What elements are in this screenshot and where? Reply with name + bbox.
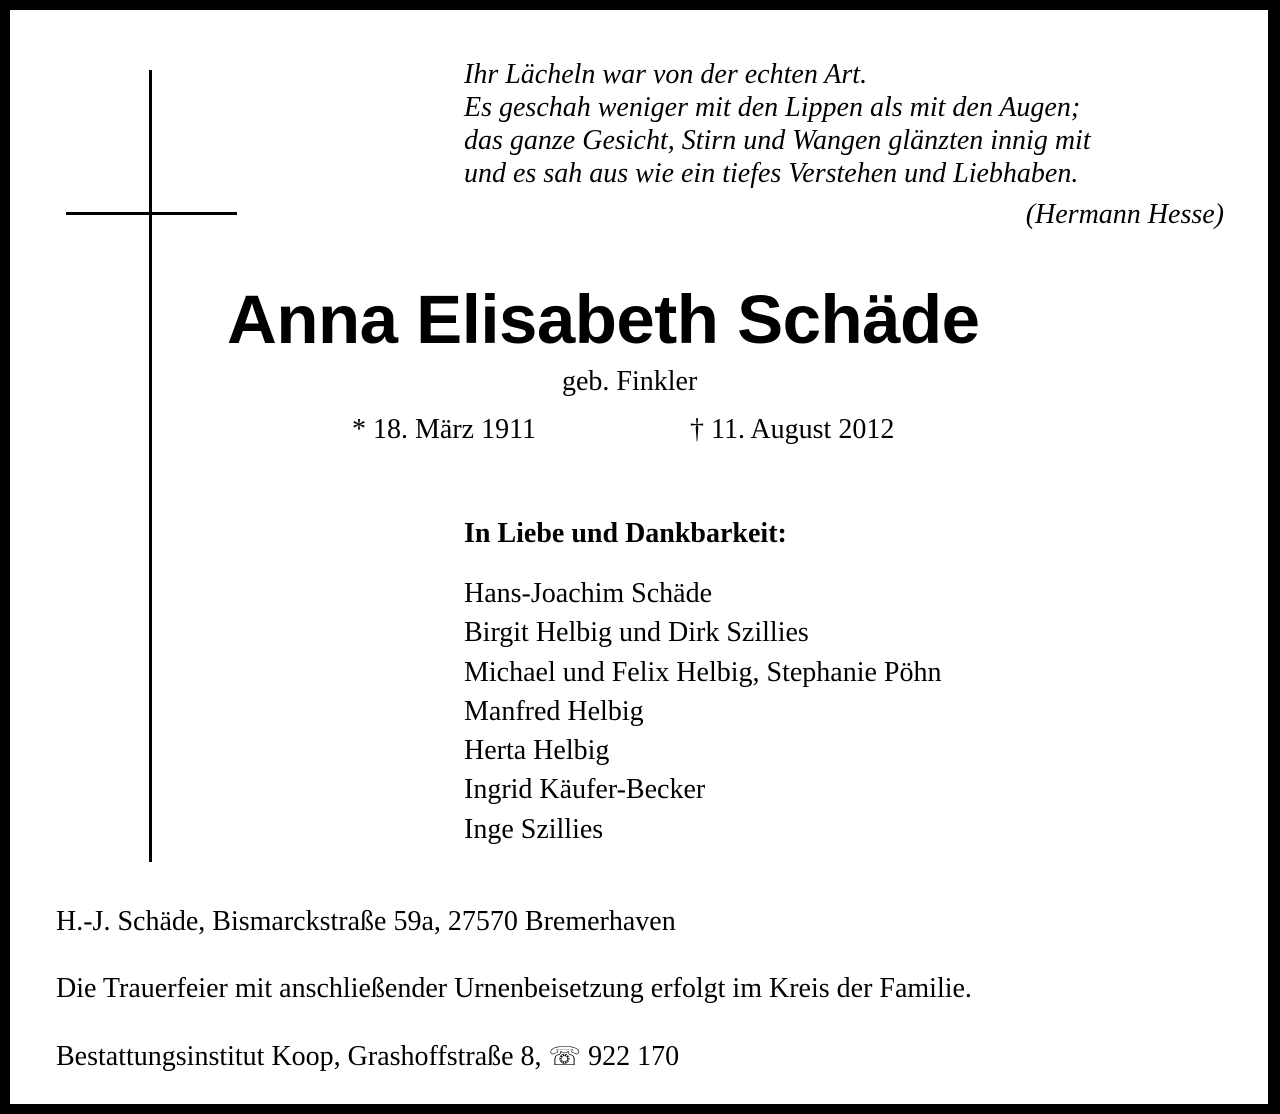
mourners-heading: In Liebe und Dankbarkeit:	[464, 518, 787, 549]
mourners-list	[464, 574, 942, 849]
quote-line: das ganze Gesicht, Stirn und Wangen glänzten innig mit	[464, 125, 1091, 156]
deceased-name: Anna Elisabeth Schäde	[227, 281, 980, 358]
quote-author: (Hermann Hesse)	[1025, 199, 1224, 230]
cross-icon-vertical-bar	[149, 70, 152, 862]
mourner-name: Hans-Joachim Schäde	[464, 578, 713, 609]
cross-icon-horizontal-bar	[66, 212, 237, 215]
birth-date: * 18. März 1911	[352, 414, 537, 445]
funeral-note: Die Trauerfeier mit anschließender Urnenbeisetzung erfolgt im Kreis der Familie.	[56, 973, 972, 1004]
family-address: H.-J. Schäde, Bismarckstraße 59a, 27570 Bremerhaven	[56, 906, 676, 937]
birth-name: geb. Finkler	[562, 366, 698, 397]
mourner-name: Ingrid Käufer-Becker	[464, 774, 706, 806]
undertaker-phone: 922 170	[588, 1041, 680, 1072]
mourner-name: Herta Helbig	[464, 735, 610, 767]
death-date: † 11. August 2012	[690, 414, 895, 445]
mourner-name: Birgit Helbig und Dirk Szillies	[464, 617, 809, 649]
mourner-name: Michael und Felix Helbig, Stephanie Pöhn	[464, 656, 942, 688]
undertaker-name-address: Bestattungsinstitut Koop, Grashoffstraße 8,	[56, 1041, 542, 1072]
mourner-name: Inge Szillies	[464, 813, 604, 845]
quote-line: und es sah aus wie ein tiefes Verstehen und Liebhaben.	[464, 158, 1079, 189]
undertaker-info	[56, 1040, 679, 1074]
quote-line: Ihr Lächeln war von der echten Art.	[464, 59, 868, 90]
memorial-quote	[464, 58, 1091, 190]
mourner-name: Manfred Helbig	[464, 695, 644, 727]
telephone-icon: ☏	[548, 1042, 582, 1071]
quote-line: Es geschah weniger mit den Lippen als mit den Augen;	[464, 92, 1081, 123]
